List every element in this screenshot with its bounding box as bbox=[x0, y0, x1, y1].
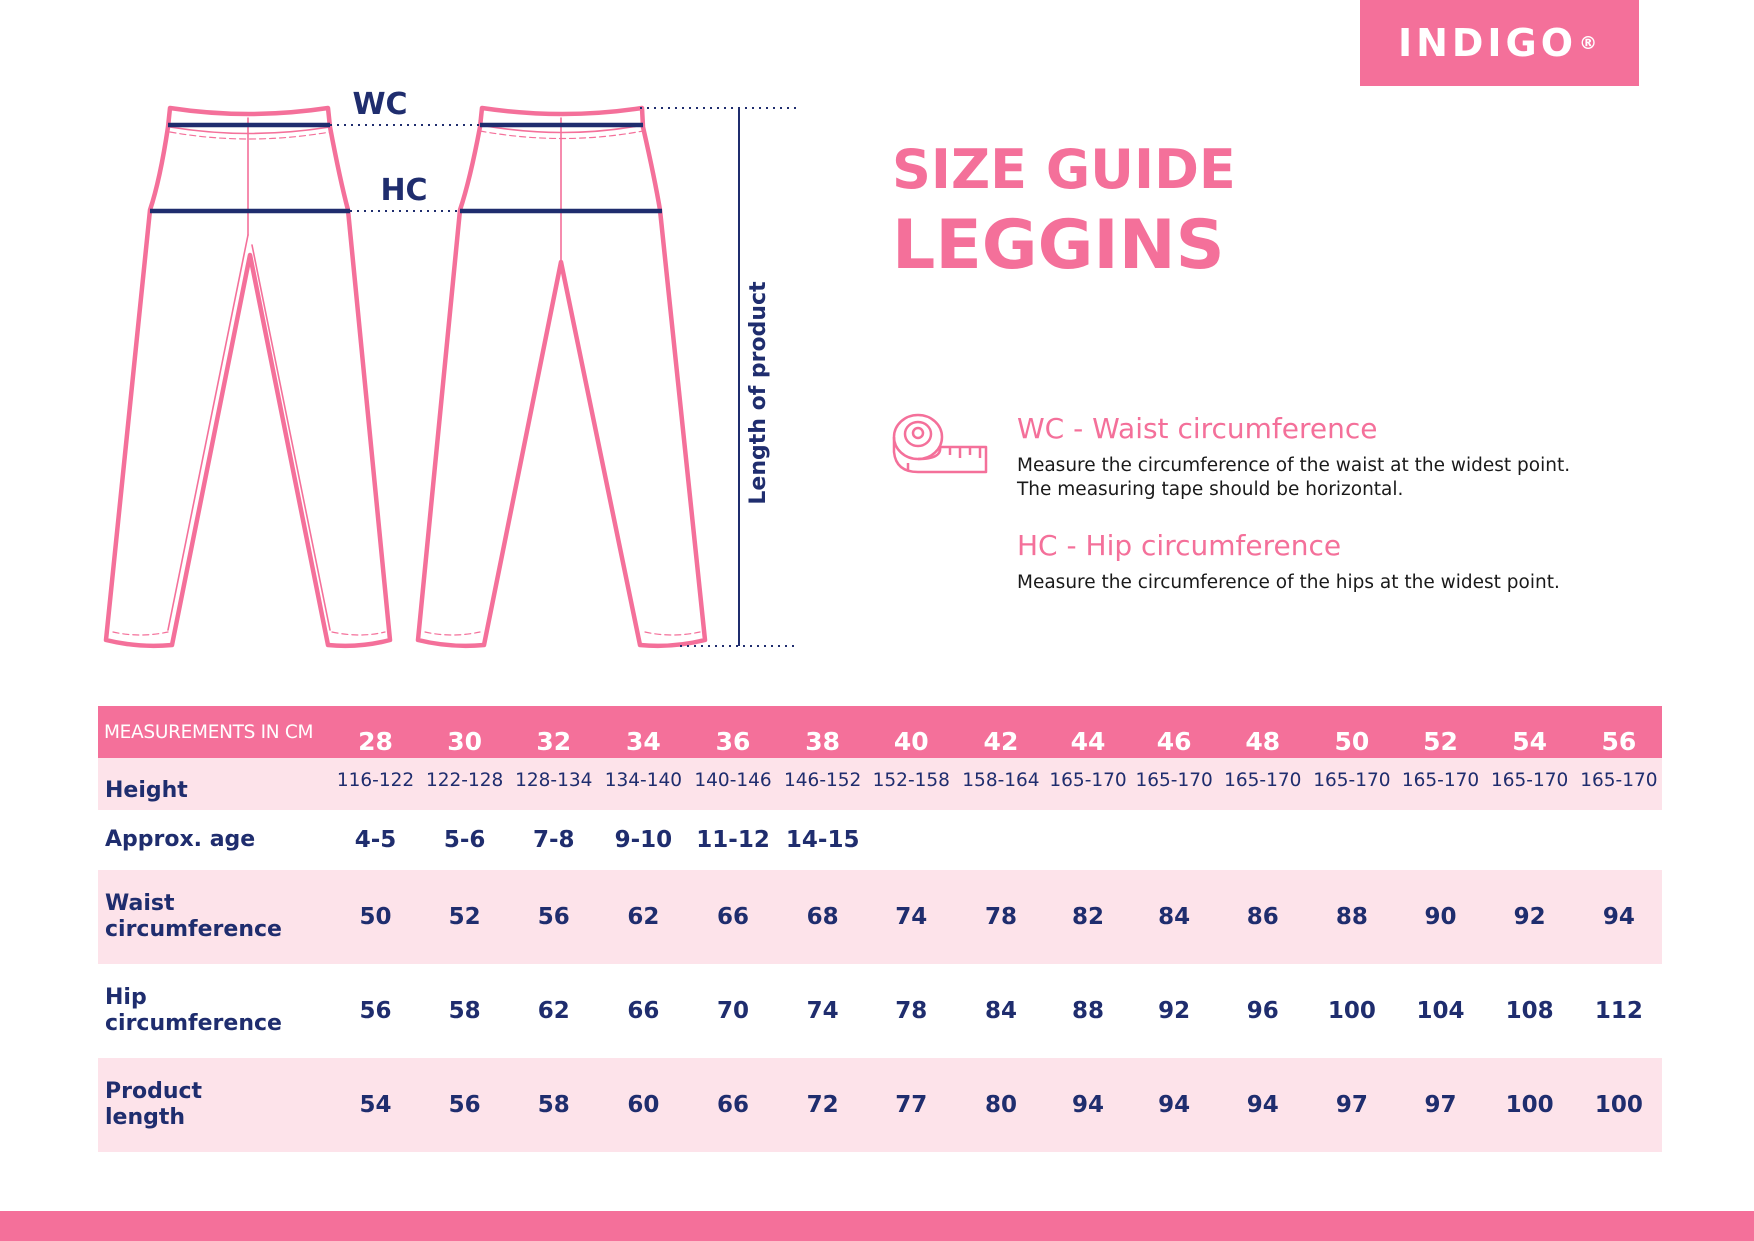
table-cell: 97 bbox=[1424, 1092, 1457, 1118]
table-cell: 100 bbox=[1594, 1092, 1643, 1118]
table-cell: 104 bbox=[1416, 998, 1465, 1024]
table-cell: 94 bbox=[1158, 1092, 1191, 1118]
table-cell: 165-170 bbox=[1049, 770, 1127, 791]
row-label bbox=[98, 1058, 331, 1152]
table-cell: 165-170 bbox=[1135, 770, 1213, 791]
table-cell: 94 bbox=[1072, 1092, 1105, 1118]
table-cell: 88 bbox=[1072, 998, 1105, 1024]
table-cell: 74 bbox=[895, 904, 928, 930]
table-cell: 165-170 bbox=[1491, 770, 1569, 791]
table-header-row bbox=[98, 706, 1662, 758]
size-header: 48 bbox=[1245, 727, 1281, 756]
row-label-line2: circumference bbox=[105, 1011, 282, 1036]
table-cell: 66 bbox=[717, 1092, 750, 1118]
size-header: 52 bbox=[1423, 727, 1458, 756]
table-cell bbox=[1306, 810, 1397, 870]
length-label: Length of product bbox=[746, 281, 771, 505]
table-cell: 58 bbox=[537, 1092, 570, 1118]
table-cell: 77 bbox=[895, 1092, 928, 1118]
size-header: 32 bbox=[536, 727, 572, 756]
table-cell bbox=[868, 810, 955, 870]
row-label: Height bbox=[105, 778, 188, 803]
table-cell: 165-170 bbox=[1224, 770, 1302, 791]
table-cell: 60 bbox=[627, 1092, 660, 1118]
table-cell: 84 bbox=[984, 998, 1017, 1024]
table-cell: 122-128 bbox=[426, 770, 504, 791]
table-cell: 56 bbox=[448, 1092, 481, 1118]
table-cell bbox=[955, 810, 1047, 870]
product-title: LEGGINS bbox=[892, 206, 1225, 285]
table-cell: 56 bbox=[537, 904, 570, 930]
table-cell: 58 bbox=[448, 998, 481, 1024]
table-cell: 66 bbox=[627, 998, 660, 1024]
table-cell: 165-170 bbox=[1401, 770, 1480, 791]
row-label-line2: length bbox=[105, 1105, 186, 1130]
table-cell: 96 bbox=[1246, 998, 1279, 1024]
table-row-age bbox=[98, 810, 1662, 870]
row-label: Approx. age bbox=[105, 827, 256, 852]
size-header: 38 bbox=[805, 727, 841, 756]
table-cell: 80 bbox=[984, 1092, 1017, 1118]
table-cell: 82 bbox=[1072, 904, 1105, 930]
hc-label: HC bbox=[380, 173, 428, 208]
table-cell: 84 bbox=[1158, 904, 1191, 930]
logo-text: INDIGO bbox=[1397, 21, 1578, 65]
table-cell: 88 bbox=[1335, 904, 1368, 930]
table-cell: 152-158 bbox=[872, 770, 950, 791]
table-cell: 68 bbox=[806, 904, 839, 930]
table-cell: 54 bbox=[359, 1092, 392, 1118]
row-label bbox=[98, 870, 331, 964]
table-cell: 9-10 bbox=[614, 827, 673, 853]
table-cell: 74 bbox=[806, 998, 839, 1024]
table-row-waist bbox=[98, 870, 1662, 964]
size-header: 34 bbox=[626, 727, 661, 756]
size-header: 56 bbox=[1601, 727, 1637, 756]
size-header: 42 bbox=[983, 727, 1019, 756]
row-label-line1: Product bbox=[105, 1079, 203, 1104]
table-cell: 11-12 bbox=[696, 827, 770, 853]
table-cell: 7-8 bbox=[533, 827, 575, 853]
table-cell: 92 bbox=[1513, 904, 1546, 930]
table-cell: 52 bbox=[448, 904, 481, 930]
table-cell: 100 bbox=[1505, 1092, 1554, 1118]
size-table bbox=[98, 706, 1662, 1152]
legging-back-drawing bbox=[418, 108, 705, 646]
table-cell: 86 bbox=[1246, 904, 1279, 930]
measuring-tape-icon bbox=[890, 410, 990, 478]
row-label-line2: circumference bbox=[105, 917, 282, 942]
table-cell bbox=[1129, 810, 1219, 870]
table-cell: 5-6 bbox=[443, 827, 486, 853]
table-cell: 4-5 bbox=[354, 827, 397, 853]
footer-bar bbox=[0, 1211, 1754, 1241]
table-cell: 50 bbox=[359, 904, 392, 930]
table-cell: 165-170 bbox=[1313, 770, 1391, 791]
table-cell: 158-164 bbox=[962, 770, 1040, 791]
wc-definition-title: WC - Waist circumference bbox=[1017, 412, 1378, 445]
size-header: 44 bbox=[1070, 727, 1106, 756]
table-cell: 128-134 bbox=[515, 770, 593, 791]
table-cell: 140-146 bbox=[694, 770, 772, 791]
table-cell: 56 bbox=[359, 998, 392, 1024]
hc-definition-title: HC - Hip circumference bbox=[1017, 529, 1342, 562]
table-cell: 112 bbox=[1594, 998, 1643, 1024]
table-cell bbox=[1484, 810, 1576, 870]
table-cell: 90 bbox=[1424, 904, 1457, 930]
table-row-height bbox=[98, 758, 1662, 810]
table-cell: 78 bbox=[984, 904, 1017, 930]
wc-label: WC bbox=[352, 87, 408, 122]
wc-definition-line2: The measuring tape should be horizontal. bbox=[1017, 479, 1404, 500]
table-cell: 72 bbox=[806, 1092, 839, 1118]
size-header: 54 bbox=[1512, 727, 1548, 756]
table-row-hip bbox=[98, 964, 1662, 1058]
table-cell: 70 bbox=[717, 998, 750, 1024]
table-cell: 116-122 bbox=[336, 770, 415, 791]
size-header: 28 bbox=[358, 727, 393, 756]
table-cell: 92 bbox=[1158, 998, 1191, 1024]
table-cell: 100 bbox=[1327, 998, 1376, 1024]
size-header: 30 bbox=[447, 727, 483, 756]
measurements-header: MEASUREMENTS IN CM bbox=[104, 721, 314, 743]
table-cell: 62 bbox=[537, 998, 570, 1024]
size-header: 36 bbox=[715, 727, 751, 756]
brand-logo bbox=[1360, 0, 1639, 86]
leggings-diagram bbox=[0, 0, 820, 680]
table-cell: 108 bbox=[1505, 998, 1554, 1024]
table-cell: 165-170 bbox=[1580, 770, 1658, 791]
legging-front-drawing bbox=[106, 108, 390, 646]
row-label bbox=[98, 964, 331, 1058]
row-label-line1: Waist bbox=[105, 891, 175, 916]
row-label-line1: Hip bbox=[105, 985, 147, 1010]
size-header: 40 bbox=[893, 727, 929, 756]
table-cell: 14-15 bbox=[785, 827, 860, 853]
table-cell bbox=[1397, 810, 1483, 870]
hc-definition-line1: Measure the circumference of the hips at the widest point. bbox=[1017, 572, 1560, 593]
table-cell bbox=[1219, 810, 1306, 870]
size-header: 50 bbox=[1334, 727, 1370, 756]
table-cell: 94 bbox=[1602, 904, 1635, 930]
table-cell: 146-152 bbox=[784, 770, 862, 791]
page-title: SIZE GUIDE bbox=[892, 138, 1236, 201]
table-cell: 97 bbox=[1335, 1092, 1368, 1118]
table-cell: 66 bbox=[717, 904, 750, 930]
table-cell: 78 bbox=[895, 998, 928, 1024]
logo-registered-mark: ® bbox=[1579, 32, 1602, 54]
table-cell: 94 bbox=[1246, 1092, 1279, 1118]
size-header: 46 bbox=[1156, 727, 1192, 756]
table-cell bbox=[1047, 810, 1129, 870]
table-cell: 134-140 bbox=[604, 770, 683, 791]
table-cell bbox=[1576, 810, 1662, 870]
table-cell: 62 bbox=[627, 904, 660, 930]
table-row-length bbox=[98, 1058, 1662, 1152]
wc-definition-line1: Measure the circumference of the waist at the widest point. bbox=[1017, 455, 1571, 476]
